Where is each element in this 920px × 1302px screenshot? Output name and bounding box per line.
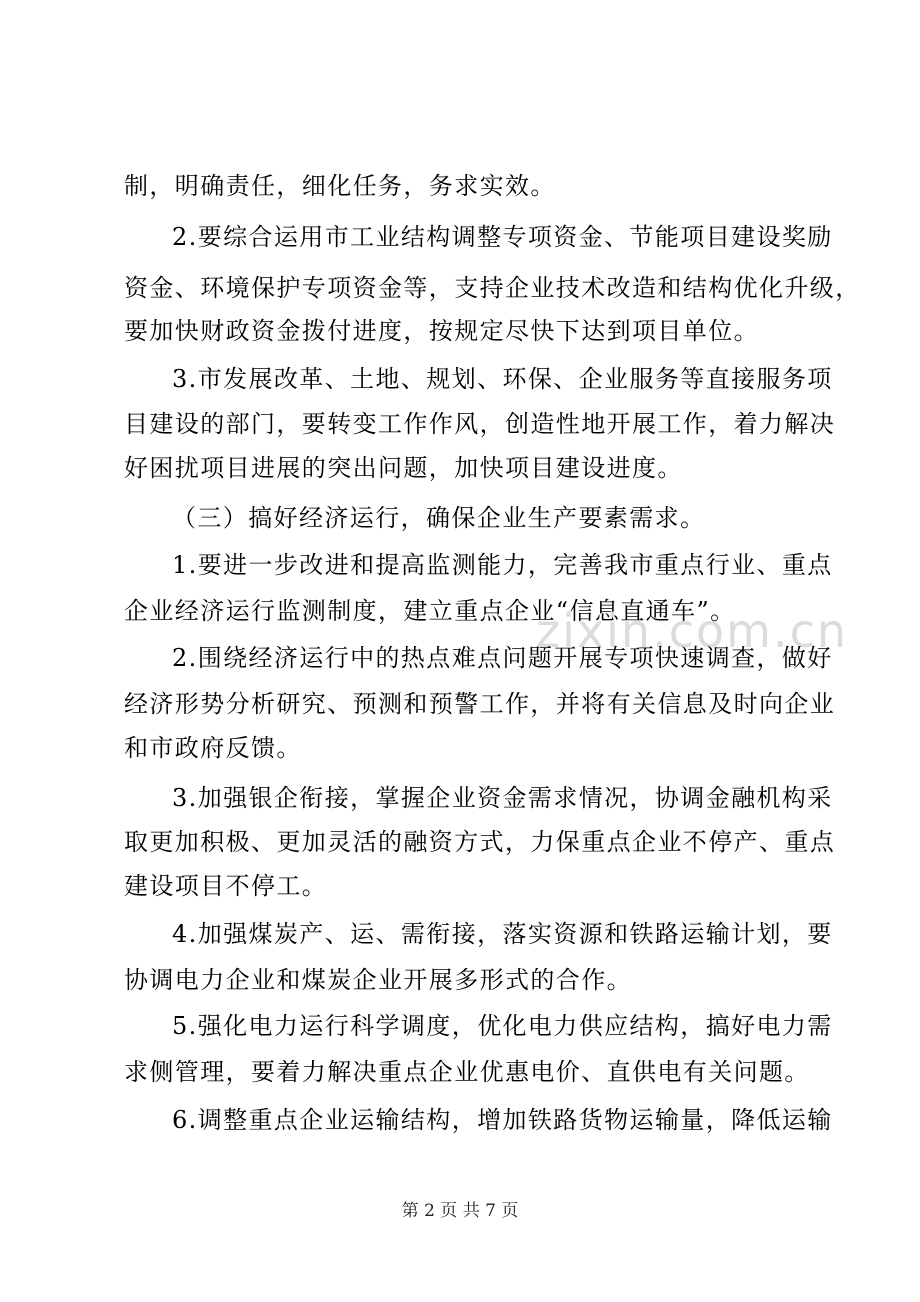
text-line: 3.市发展改革、土地、规划、环保、企业服务等直接服务项 — [172, 365, 833, 393]
watermark-text: zixin.com.cn — [536, 604, 849, 658]
text-line: 要加快财政资金拨付进度，按规定尽快下达到项目单位。 — [124, 317, 759, 345]
page-number-footer: 第 2 页 共 7 页 — [401, 1201, 519, 1221]
text-line: 取更加积极、更加灵活的融资方式，力保重点企业不停产、重点 — [124, 828, 836, 856]
text-line: 制，明确责任，细化任务，务求实效。 — [124, 172, 556, 200]
text-line: 求侧管理，要着力解决重点企业优惠电价、直供电有关问题。 — [124, 1058, 810, 1086]
text-line: 建设项目不停工。 — [124, 872, 328, 900]
text-line: 目建设的部门，要转变工作作风，创造性地开展工作，着力解决 — [124, 410, 836, 438]
text-line: 4.加强煤炭产、运、需衔接，落实资源和铁路运输计划，要 — [172, 920, 833, 948]
text-line: 协调电力企业和煤炭企业开展多形式的合作。 — [124, 966, 632, 994]
text-line: 3.加强银企衔接，掌握企业资金需求情况，协调金融机构采 — [172, 784, 833, 812]
text-line: 资金、环境保护专项资金等，支持企业技术改造和结构优化升级， — [124, 274, 861, 302]
text-line: 经济形势分析研究、预测和预警工作，并将有关信息及时向企业 — [124, 690, 836, 718]
text-line: 2.要综合运用市工业结构调整专项资金、节能项目建设奖励 — [172, 223, 833, 251]
text-line: 和市政府反馈。 — [124, 734, 302, 762]
text-line: 6.调整重点企业运输结构，增加铁路货物运输量，降低运输 — [172, 1106, 833, 1134]
text-line: 好困扰项目进展的突出问题，加快项目建设进度。 — [124, 454, 683, 482]
text-line: 1.要进一步改进和提高监测能力，完善我市重点行业、重点 — [172, 551, 833, 579]
text-line: 企业经济运行监测制度，建立重点企业“信息直通车”。 — [124, 597, 736, 625]
section-heading: （三）搞好经济运行，确保企业生产要素需求。 — [172, 504, 706, 532]
text-line: 2.围绕经济运行中的热点难点问题开展专项快速调查，做好 — [172, 644, 833, 672]
text-line: 5.强化电力运行科学调度，优化电力供应结构，搞好电力需 — [172, 1012, 833, 1040]
